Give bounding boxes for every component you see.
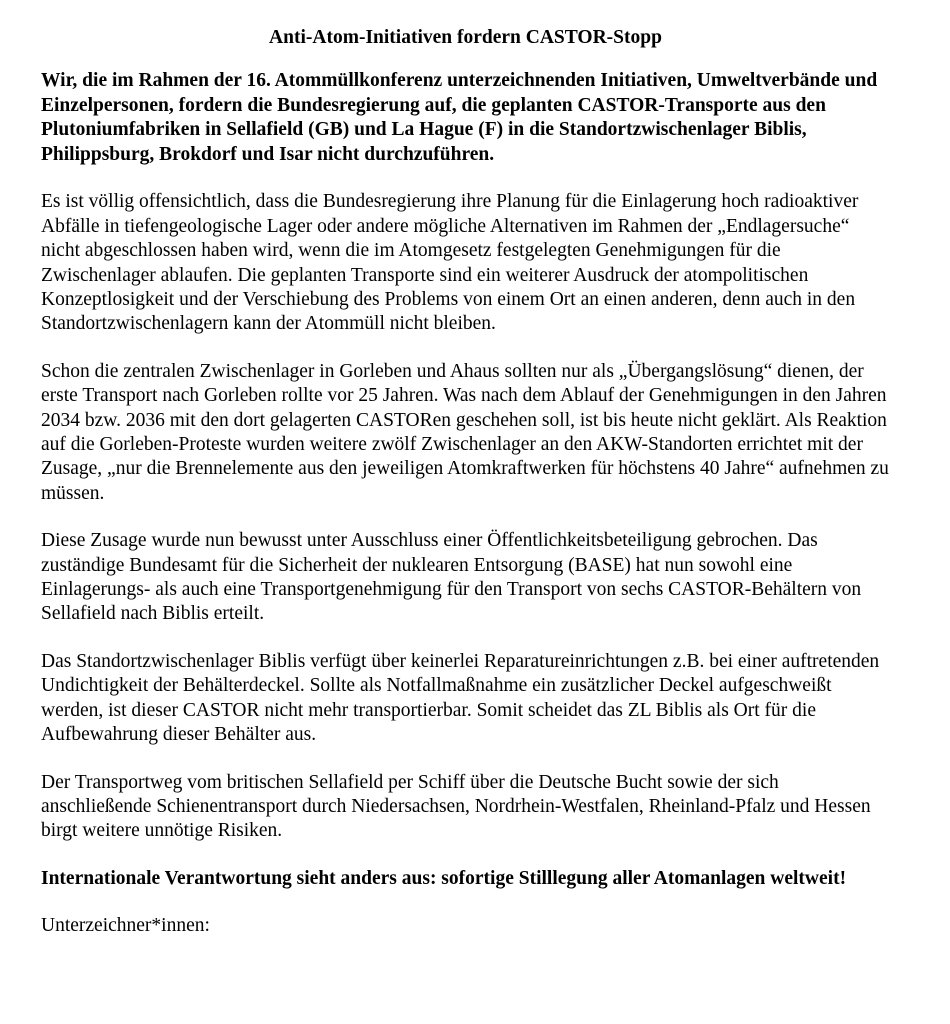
signers-label: Unterzeichner*innen:	[41, 915, 210, 937]
body-paragraph-5: Der Transportweg vom britischen Sellafield per Schiff über die Deutsche Bucht sowie der sich anschließende Schienentransport durch Niedersachsen, Nordrhein-Westfalen, Rheinland-Pfalz und Hessen birgt weitere unnötige Risiken.	[41, 771, 871, 842]
document-title: Anti-Atom-Initiativen fordern CASTOR-Stopp	[269, 27, 662, 48]
body-paragraph-2: Schon die zentralen Zwischenlager in Gorleben und Ahaus sollten nur als „Übergangslösung“ dienen, der erste Transport nach Gorleben rollte vor 25 Jahren. Was nach dem Ablauf der Genehmigungen in den Jahren 2034 bzw. 2036 mit den dort gelagerten CASTORen geschehen soll, ist bis heute nicht geklärt. Als Reaktion auf die Gorleben-Proteste wurden weitere zwölf Zwischenlager an den AKW-Standorten errichtet mit der Zusage, „nur die Brennelemente aus den jeweiligen Atomkraftwerken für höchstens 40 Jahre“ aufnehmen zu müssen.	[41, 360, 889, 504]
closing-statement: Internationale Verantwortung sieht anders aus: sofortige Stilllegung aller Atomanlagen weltweit!	[41, 867, 847, 889]
body-paragraph-1: Es ist völlig offensichtlich, dass die Bundesregierung ihre Planung für die Einlagerung hoch radioaktiver Abfälle in tiefengeologische Lager oder andere mögliche Alternativen im Rahmen der „Endlagersuche“ nicht abgeschlossen haben wird, wenn die im Atomgesetz festgelegten Genehmigungen für die Zwischenlager ablaufen. Die geplanten Transporte sind ein weiterer Ausdruck der atompolitischen Konzeptlosigkeit und der Verschiebung des Problems von einem Ort an einen anderen, denn auch in den Standortzwischenlagern kann der Atommüll nicht bleiben.	[41, 191, 859, 335]
body-paragraph-4: Das Standortzwischenlager Biblis verfügt über keinerlei Reparatureinrichtungen z.B. bei einer auftretenden Undichtigkeit der Behälterdeckel. Sollte als Notfallmaßnahme ein zusätzlicher Deckel aufgeschweißt werden, ist dieser CASTOR nicht mehr transportierbar. Somit scheidet das ZL Biblis als Ort für die Aufbewahrung dieser Behälter aus.	[41, 650, 880, 746]
body-paragraph-3: Diese Zusage wurde nun bewusst unter Ausschluss einer Öffentlichkeitsbeteiligung gebrochen. Das zuständige Bundesamt für die Sicherheit der nuklearen Entsorgung (BASE) hat nun sowohl eine Einlagerungs- als auch eine Transportgenehmigung für den Transport von sechs CASTOR-Behältern von Sellafield nach Biblis erteilt.	[41, 530, 862, 625]
intro-paragraph: Wir, die im Rahmen der 16. Atommüllkonferenz unterzeichnenden Initiativen, Umweltverbände und Einzelpersonen, fordern die Bundesregierung auf, die geplanten CASTOR-Transporte aus den Plutoniumfabriken in Sellafield (GB) und La Hague (F) in die Standortzwischenlager Biblis, Philippsburg, Brokdorf und Isar nicht durchzuführen.	[41, 70, 878, 165]
